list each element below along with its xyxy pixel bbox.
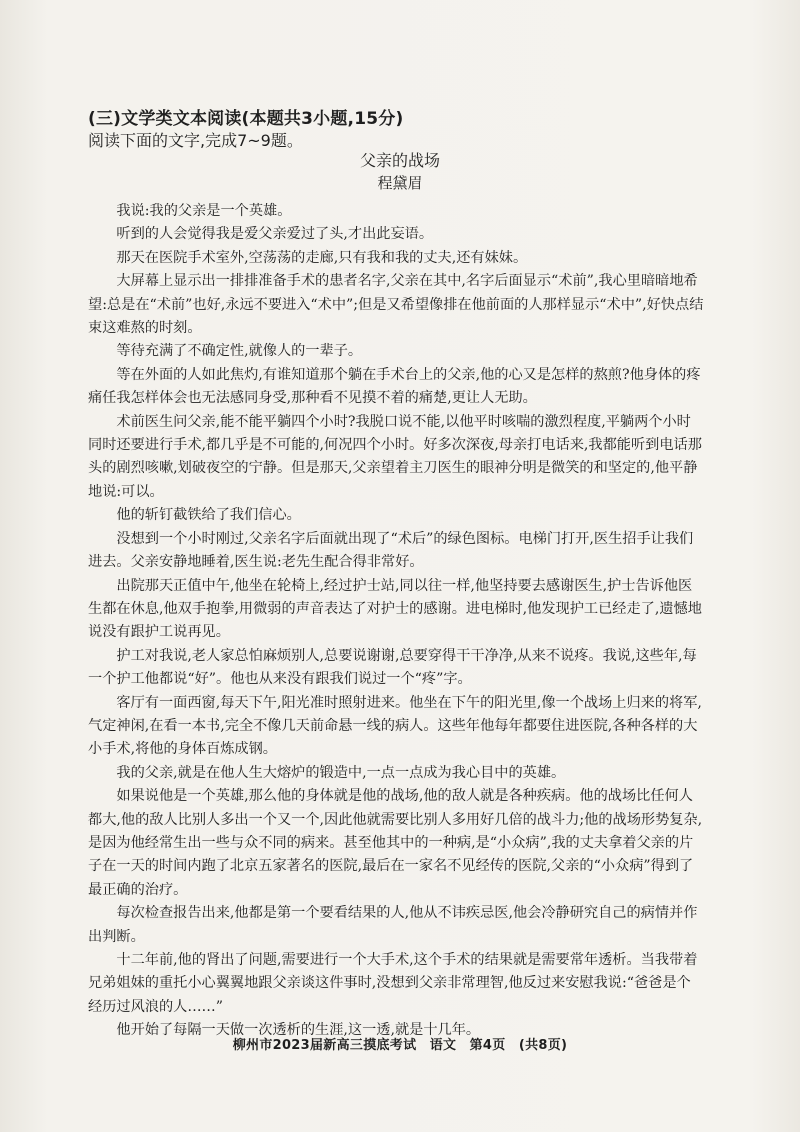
paragraph: 我的父亲,就是在他人生大熔炉的锻造中,一点一点成为我心目中的英雄。	[88, 764, 566, 781]
paragraph: 每次检查报告出来,他都是第一个要看结果的人,他从不讳疾忌医,他会冷静研究自己的病情并作出判断。	[88, 905, 698, 945]
paragraph: 等待充满了不确定性,就像人的一辈子。	[88, 343, 363, 360]
paragraph: 术前医生问父亲,能不能平躺四个小时?我脱口说不能,以他平时咳喘的激烈程度,平躺两个小时同时还要进行手术,都几乎是不可能的,何况四个小时。好多次深夜,母亲打电话来,我都能听到电话那头的剧烈咳嗽,划破夜空的宁静。但是那天,父亲望着主刀医生的眼神分明是微笑的和坚定的,他平静地说:可以。	[88, 413, 702, 500]
section-heading: (三)文学类文本阅读(本题共3小题,15分)	[88, 109, 404, 129]
paragraph: 大屏幕上显示出一排排准备手术的患者名字,父亲在其中,名字后面显示“术前”,我心里暗暗地希望:总是在“术前”也好,永远不要进入“术中”;但是又希望像排在他前面的人那样显示“术中”,好快点结束这难熬的时刻。	[88, 273, 704, 337]
paragraph: 没想到一个小时刚过,父亲名字后面就出现了“术后”的绿色图标。电梯门打开,医生招手让我们进去。父亲安静地睡着,医生说:老先生配合得非常好。	[88, 530, 694, 571]
page-footer: 柳州市2023届新高三摸底考试 语文 第4页 (共8页)	[232, 1038, 568, 1053]
bleed-through-text	[550, 96, 790, 136]
paragraph: 如果说他是一个英雄,那么他的身体就是他的战场,他的敌人就是各种疾病。他的战场比任何人都大,他的敌人比别人多出一个又一个,因此他就需要比别人多用好几倍的战斗力;他的战场形势复杂,是因为他经常生出一些与众不同的病来。甚至他其中的一种病,是“小众病”,我的丈夫拿着父亲的片子在一天的时间内跑了北京五家著名的医院,最后在一家名不见经传的医院,父亲的“小众病”得到了最正确的治疗。	[88, 788, 703, 898]
paragraph: 十二年前,他的肾出了问题,需要进行一个大手术,这个手术的结果就是需要常年透析。当我带着兄弟姐妹的重托小心翼翼地跟父亲谈这件事时,没想到父亲非常理智,他反过来安慰我说:“爸爸是个经历过风浪的人……”	[88, 952, 698, 1015]
paragraph: 客厅有一面西窗,每天下午,阳光准时照射进来。他坐在下午的阳光里,像一个战场上归来的将军,气定神闲,在看一本书,完全不像几天前命悬一线的病人。这些年他每年都要住进医院,各种各样的大小手术,将他的身体百炼成钢。	[88, 694, 702, 758]
paragraph: 听到的人会觉得我是爱父亲爱过了头,才出此妄语。	[88, 226, 434, 243]
article-body	[88, 200, 704, 1043]
reading-instruction: 阅读下面的文字,完成7~9题。	[88, 131, 303, 150]
paragraph: 等在外面的人如此焦灼,有谁知道那个躺在手术台上的父亲,他的心又是怎样的熬煎?他身体的疼痛任我怎样体会也无法感同身受,那种看不见摸不着的痛楚,更让人无助。	[88, 366, 701, 407]
paragraph: 那天在医院手术室外,空荡荡的走廊,只有我和我的丈夫,还有妹妹。	[88, 249, 528, 266]
article-author: 程黛眉	[377, 174, 423, 192]
paragraph: 我说:我的父亲是一个英雄。	[88, 203, 292, 219]
paragraph: 他开始了每隔一天做一次透析的生涯,这一透,就是十几年。	[88, 1022, 481, 1039]
article-title: 父亲的战场	[359, 151, 440, 170]
paragraph: 护工对我说,老人家总怕麻烦别人,总要说谢谢,总要穿得干干净净,从来不说疼。我说,这些年,每一个护工他都说“好”。他也从来没有跟我们说过一个“疼”字。	[88, 647, 697, 688]
paragraph: 他的斩钉截铁给了我们信心。	[88, 507, 301, 524]
paragraph: 出院那天正值中午,他坐在轮椅上,经过护士站,同以往一样,他坚持要去感谢医生,护士告诉他医生都在休息,他双手抱拳,用微弱的声音表达了对护士的感谢。进电梯时,他发现护工已经走了,遗憾地说没有跟护工说再见。	[88, 577, 702, 641]
